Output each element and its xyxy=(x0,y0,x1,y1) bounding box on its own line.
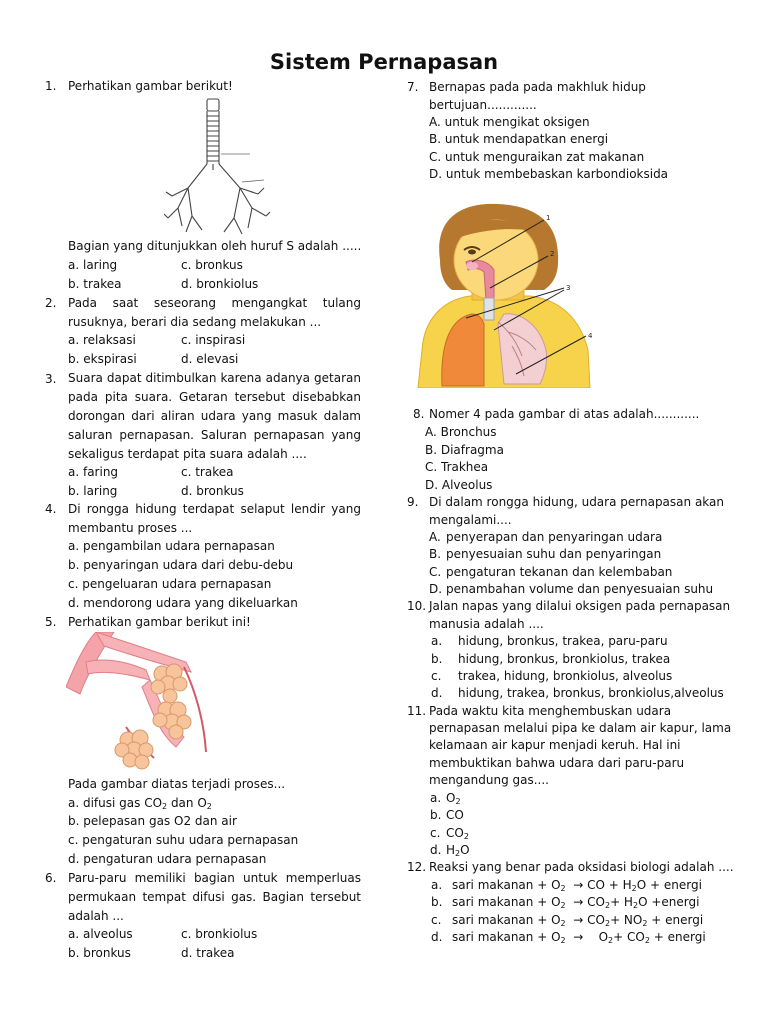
q3-text: Suara dapat ditimbulkan karena adanya getaran pada pita suara. Getaran tersebut disebabkan dorongan dari aliran udara yang masuk dalam saluran pernapasan. Saluran pernapasan yang sekaligus terdapat pita suara adalah .... xyxy=(68,371,361,461)
q7-option-c: C. untuk menguraikan zat makanan xyxy=(429,150,645,164)
q7-line2: bertujuan............. xyxy=(429,98,537,112)
q9-option-b-letter: B. xyxy=(429,547,442,561)
q12-option-c-letter: c. xyxy=(431,913,442,927)
q11-line5: mengandung gas.... xyxy=(429,773,549,787)
q10-option-d: hidung, trakea, bronkus, bronkiolus,alveolus xyxy=(458,686,724,700)
q2-option-d: d. elevasi xyxy=(181,352,239,366)
q5-question: Pada gambar diatas terjadi proses... xyxy=(68,777,286,791)
q4-option-c: c. pengeluaran udara pernapasan xyxy=(68,577,272,591)
q8-option-c: C. Trakhea xyxy=(425,460,489,474)
q11-option-a: $O_2$ xyxy=(446,791,461,806)
q9-option-c: pengaturan tekanan dan kelembaban xyxy=(446,565,673,579)
q11-line3: kelamaan air kapur menjadi keruh. Hal ini xyxy=(429,738,681,752)
arrow-icon: → xyxy=(573,878,584,892)
q9-option-b: penyesuaian suhu dan penyaringan xyxy=(446,547,662,561)
q3-option-a: a. faring xyxy=(68,465,119,479)
arrow-icon: → xyxy=(573,913,584,927)
q2-option-a: a. relaksasi xyxy=(68,333,136,347)
q4-option-d: d. mendorong udara yang dikeluarkan xyxy=(68,596,298,610)
q1-option-d: d. bronkiolus xyxy=(181,277,259,291)
q12-option-b-letter: b. xyxy=(431,895,443,909)
q9-line2: mengalami.... xyxy=(429,513,512,527)
q9-line1: Di dalam rongga hidung, udara pernapasan akan xyxy=(429,495,724,509)
q11-option-a-letter: a. xyxy=(430,791,442,805)
trachea-bronchi-figure xyxy=(164,96,272,236)
q10-option-b: hidung, bronkus, bronkiolus, trakea xyxy=(458,652,671,666)
q10-line1: Jalan napas yang dilalui oksigen pada pernapasan xyxy=(429,599,731,613)
q4-option-b: b. penyaringan udara dari debu-debu xyxy=(68,558,294,572)
q9-option-d-letter: D. xyxy=(429,582,443,596)
q10-line2: manusia adalah .... xyxy=(429,617,544,631)
q1-option-c: c. bronkus xyxy=(181,258,243,272)
q6-option-d: d. trakea xyxy=(181,946,235,960)
q6-option-c: c. bronkiolus xyxy=(181,927,258,941)
q4-number: 4. xyxy=(45,502,57,516)
q6-number: 6. xyxy=(45,871,57,885)
q7-option-d: D. untuk membebaskan karbondioksida xyxy=(429,167,669,181)
q1-option-a: a. laring xyxy=(68,258,118,272)
q1-number: 1. xyxy=(45,79,57,93)
q6-option-b: b. bronkus xyxy=(68,946,131,960)
q7-number: 7. xyxy=(407,80,419,94)
q8-number: 8. xyxy=(413,407,425,421)
arrow-icon: → xyxy=(573,930,584,944)
q12-option-a-letter: a. xyxy=(431,878,443,892)
q3-option-c: c. trakea xyxy=(181,465,234,479)
q12-option-b: sari makanan + $O_2 \to CO_2+ H_2O$ +energi xyxy=(452,895,700,910)
q12-option-d-letter: d. xyxy=(431,930,443,944)
q1-question: Bagian yang ditunjukkan oleh huruf S adalah ..... xyxy=(68,239,362,253)
q10-option-a: hidung, bronkus, trakea, paru-paru xyxy=(458,634,668,648)
q8-text: Nomer 4 pada gambar di atas adalah............ xyxy=(429,407,700,421)
q2-option-b: b. ekspirasi xyxy=(68,352,137,366)
q9-option-d: penambahan volume dan penyesuaian suhu xyxy=(446,582,714,596)
q2-option-c: c. inspirasi xyxy=(181,333,246,347)
q12-text: Reaksi yang benar pada oksidasi biologi adalah .... xyxy=(429,860,734,874)
q10-number: 10. xyxy=(407,599,427,613)
q8-option-a: A. Bronchus xyxy=(425,425,497,439)
q11-option-b-letter: b. xyxy=(430,808,442,822)
q11-option-b: CO xyxy=(446,808,464,822)
q11-option-d: $H_2O$ xyxy=(446,843,470,858)
q12-option-d: sari makanan + $O_2$ → $O_2+ CO_2$ + energi xyxy=(452,930,706,945)
q10-option-c: trakea, hidung, bronkiolus, alveolus xyxy=(458,669,673,683)
q10-option-b-letter: b. xyxy=(431,652,443,666)
q12-number: 12. xyxy=(407,860,427,874)
q11-line4: membuktikan bahwa udara dari paru-paru xyxy=(429,756,685,770)
q8-option-d: D. Alveolus xyxy=(425,478,493,492)
q2-number: 2. xyxy=(45,296,57,310)
page-title: Sistem Pernapasan xyxy=(269,50,499,74)
q5-number: 5. xyxy=(45,615,57,629)
alveoli-figure xyxy=(66,632,208,774)
q3-option-d: d. bronkus xyxy=(181,484,244,498)
q5-option-a: a. difusi gas $CO_2$ dan $O_2$ xyxy=(68,796,212,811)
q9-option-a: penyerapan dan penyaringan udara xyxy=(446,530,663,544)
q9-number: 9. xyxy=(407,495,419,509)
q12-option-a: sari makanan + $O_2$ → CO + $H_2O$ + energi xyxy=(452,878,702,893)
q9-option-c-letter: C. xyxy=(429,565,442,579)
figure2-label-3: 3 xyxy=(566,284,571,292)
q1-option-b: b. trakea xyxy=(68,277,122,291)
q11-option-d-letter: d. xyxy=(430,843,442,857)
figure2-label-2: 2 xyxy=(550,250,555,258)
q2-text: Pada saat seseorang mengangkat tulang rusuknya, berari dia sedang melakukan ... xyxy=(68,296,361,329)
q10-option-d-letter: d. xyxy=(431,686,443,700)
q11-line2: pernapasan melalui pipa ke dalam air kapur, lama xyxy=(429,721,732,735)
q7-line1: Bernapas pada pada makhluk hidup xyxy=(429,80,646,94)
q11-option-c: $CO_2$ xyxy=(446,826,469,841)
respiratory-system-figure xyxy=(412,200,600,388)
q5-option-d: d. pengaturan udara pernapasan xyxy=(68,852,267,866)
q3-number: 3. xyxy=(45,372,57,386)
q3-option-b: b. laring xyxy=(68,484,118,498)
q5-option-c: c. pengaturan suhu udara pernapasan xyxy=(68,833,299,847)
q9-option-a-letter: A. xyxy=(429,530,441,544)
q6-option-a: a. alveolus xyxy=(68,927,133,941)
q10-option-c-letter: c. xyxy=(431,669,442,683)
q10-option-a-letter: a. xyxy=(431,634,443,648)
q7-option-a: A. untuk mengikat oksigen xyxy=(429,115,590,129)
q7-option-b: B. untuk mendapatkan energi xyxy=(429,132,609,146)
q6-text: Paru-paru memiliki bagian untuk memperluas permukaan tempat difusi gas. Bagian tersebut adalah ... xyxy=(68,871,361,923)
q4-option-a: a. pengambilan udara pernapasan xyxy=(68,539,275,553)
q11-option-c-letter: c. xyxy=(430,826,441,840)
q4-text: Di rongga hidung terdapat selaput lendir yang membantu proses ... xyxy=(68,502,361,535)
q12-option-c: sari makanan + $O_2 \to CO_2+ NO_2$ + energi xyxy=(452,913,704,928)
q5-option-b: b. pelepasan gas O2 dan air xyxy=(68,814,237,828)
figure2-label-4: 4 xyxy=(588,332,593,340)
q1-text: Perhatikan gambar berikut! xyxy=(68,79,233,93)
figure2-label-1: 1 xyxy=(546,214,551,222)
q8-option-b: B. Diafragma xyxy=(425,443,504,457)
q11-line1: Pada waktu kita menghembuskan udara xyxy=(429,704,672,718)
arrow-icon: → xyxy=(573,895,584,909)
q11-number: 11. xyxy=(407,704,427,718)
q5-text: Perhatikan gambar berikut ini! xyxy=(68,615,251,629)
